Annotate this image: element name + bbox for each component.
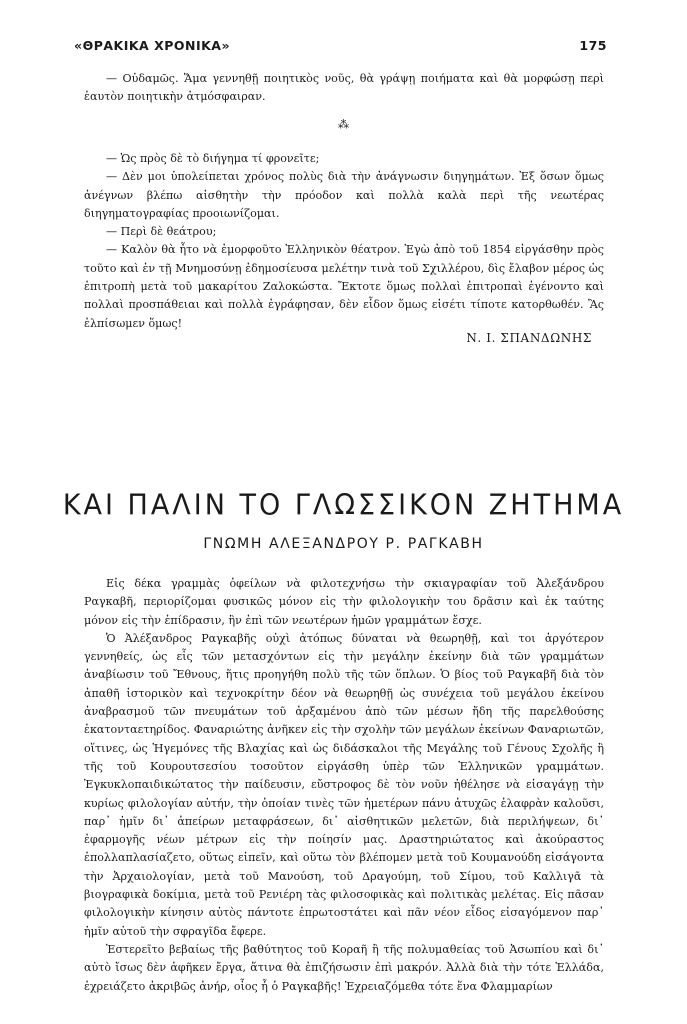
dialogue-line: — Καλὸν θὰ ἦτο νὰ ἐμορφοῦτο Ἑλληνικὸν θέατρον. Ἐγὼ ἀπὸ τοῦ 1854 εἰργάσθην πρὸς τοῦτο καὶ ἐν τῇ Μνημοσύνῃ ἐδημοσίευσα μελέτην τινὰ τοῦ Σχιλλέρου, δὶς ἔλαβον μέρος ὡς ἐπιτροπὴ μετὰ τοῦ μακαρίτου Ζαλοκώστα. Ἔκτοτε ὅμως πολλαὶ ἐπιτροπαὶ ἐγένοντο καὶ πολλαὶ προσπάθειαι καὶ πολλὰ ἐγράφησαν, δὲν εἶδον ὅμως εἰσέτι τίποτε κατορθωθέν. Ἂς ἐλπίσωμεν ὅμως! xyxy=(84,243,604,330)
author-signature: Ν. Ι. ΣΠΑΝΔΩΝΗΣ xyxy=(466,331,592,345)
running-header xyxy=(74,38,607,53)
dialogue-line: — Δὲν μοι ὑπολείπεται χρόνος πολὺς διὰ τὴν ἀνάγνωσιν διηγημάτων. Ἐξ ὅσων ὅμως ἀνέγνων βλέπω αἰσθητὴν τὴν πρόοδον καὶ πολλὰ καλὰ περὶ τῆς νεωτέρας διηγηματογραφίας προοιωνίζομαι. xyxy=(84,170,604,220)
article-subtitle: ΓΝΩΜΗ ΑΛΕΞΑΝΔΡΟΥ Ρ. ΡΑΓΚΑΒΗ xyxy=(203,536,484,552)
journal-title: «ΘΡΑΚΙΚΑ ΧΡΟΝΙΚΑ» xyxy=(74,38,231,53)
interview-top xyxy=(84,70,604,107)
article-paragraph: Εἰς δέκα γραμμὰς ὀφείλων νὰ φιλοτεχνήσω τὴν σκιαγραφίαν τοῦ Ἀλεξάνδρου Ραγκαβῆ, περιορίζομαι φυσικῶς μόνον εἰς τὴν φιλολογικὴν του δρᾶσιν καὶ ἐκ ταύτης μόνον εἰς τὴν ἐπίδρασιν, ἣν ἐπὶ τῶν νεωτέρων ἡμῶν γραμμάτων ἔσχε. xyxy=(84,577,604,627)
section-separator: ⁂ xyxy=(338,118,349,131)
interview-bottom xyxy=(84,150,604,333)
page-number: 175 xyxy=(579,38,607,53)
article-paragraph: Ὁ Ἀλέξανδρος Ραγκαβῆς οὐχὶ ἀτόπως δύναται νὰ θεωρηθῇ, καὶ τοι ἀργότερον γεννηθείς, ὡς εἷς τῶν μετασχόντων εἰς τὴν μεγάλην ἐκείνην διὰ τῶν γραμμάτων ἀναβίωσιν τοῦ Ἔθνους, ἥτις προηγήθη πολὺ τῆς τῶν ὅπλων. Ὁ βίος τοῦ Ραγκαβῆ διὰ τὸν ἀπαθῆ ἱστορικὸν καὶ τεχνοκρίτην δέον νὰ θεωρηθῇ ὡς συνέχεια τοῦ μεγάλου ἐκείνου ἀναβρασμοῦ τῶν πνευμάτων τοῦ ἀρξαμένου ἀπὸ τῶν μέσων ἤδη τῆς παρελθούσης ἑκατονταετηρίδος. Φαναριώτης ἀνῆκεν εἰς τὴν σχολὴν τῶν μεγάλων ἐκείνων Φαναριωτῶν, οἵτινες, ὡς Ἡγεμόνες τῆς Βλαχίας καὶ ὡς διδάσκαλοι τῆς Μεγάλης τοῦ Γένους Σχολῆς ἢ τῆς τοῦ Κουρουτσεσίου τοσοῦτον εἰργάσθη ὑπὲρ τῶν Ἑλληνικῶν γραμμάτων. Ἐγκυκλοπαιδικώτατος τὴν παίδευσιν, εὔστροφος δὲ τὸν νοῦν ἠθέλησε νὰ εἰσαγάγῃ τὴν κυρίως φιλολογίαν αὐτήν, τὴν ὁποίαν τινὲς τῶν ἡμετέρων πάνυ ἀτυχῶς ἐλαφρὰν καλοῦσι, παρ᾿ ἡμῖν δι᾿ ἀπείρων μεταφράσεων, δι᾿ αἰσθητικῶν μελετῶν, διὰ περιλήψεων, δι᾿ ἐφαρμογῆς νέων μέτρων εἰς τὴν ποίησίν μας. Δραστηριώτατος καὶ ἀκούραστος ἐπολλαπλασίαζετο, οὕτως εἰπεῖν, καὶ οὕτω τὸν βλέπομεν μετὰ τοῦ Κουμανούδη εἰσάγοντα τὴν Ἀρχαιολογίαν, μετὰ τοῦ Μανούση, τοῦ Δραγούμη, τοῦ Σίμου, τοῦ Καλλιγᾶ τὰ βιογραφικὰ δοκίμια, μετὰ τοῦ Ρενιέρη τὰς φιλοσοφικὰς καὶ πολιτικὰς μελέτας. Εἰς πᾶσαν φιλολογικὴν κίνησιν αὐτὸς πάντοτε ἐπρωτοστάτει καὶ πᾶν νέον εἶδος εἰσαγόμενον παρ᾿ ἡμῖν αὐτοῦ τὴν σφραγῖδα ἔφερε. xyxy=(84,631,604,938)
dialogue-line: — Περὶ δὲ θεάτρου; xyxy=(106,225,217,239)
article-body xyxy=(84,575,604,996)
dialogue-line: — Οὐδαμῶς. Ἅμα γεννηθῇ ποιητικὸς νοῦς, θὰ γράψῃ ποιήματα καὶ θὰ μορφώσῃ περὶ ἑαυτὸν ποιητικὴν ἀτμόσφαιραν. xyxy=(84,72,604,104)
article-title: ΚΑΙ ΠΑΛΙΝ ΤΟ ΓΛΩΣΣΙΚΟΝ ΖΗΤΗΜΑ xyxy=(62,489,625,522)
dialogue-line: — Ὡς πρὸς δὲ τὸ διήγημα τί φρονεῖτε; xyxy=(106,152,320,165)
article-paragraph: Ἐστερεῖτο βεβαίως τῆς βαθύτητος τοῦ Κοραῆ ἢ τῆς πολυμαθείας τοῦ Ἀσωπίου καὶ δι᾿ αὐτὸ ἴσως δὲν ἀφῆκεν ἔργα, ἅτινα θὰ ἐπιζήσωσιν ἐπὶ μακρόν. Ἀλλὰ διὰ τὴν τότε Ἑλλάδα, ἐχρειάζετο ἀκριβῶς ἀνήρ, οἷος ἦ ὁ Ραγκαβῆς! Ἐχρειαζόμεθα τότε ἕνα Φλαμμαρίων xyxy=(84,942,604,993)
